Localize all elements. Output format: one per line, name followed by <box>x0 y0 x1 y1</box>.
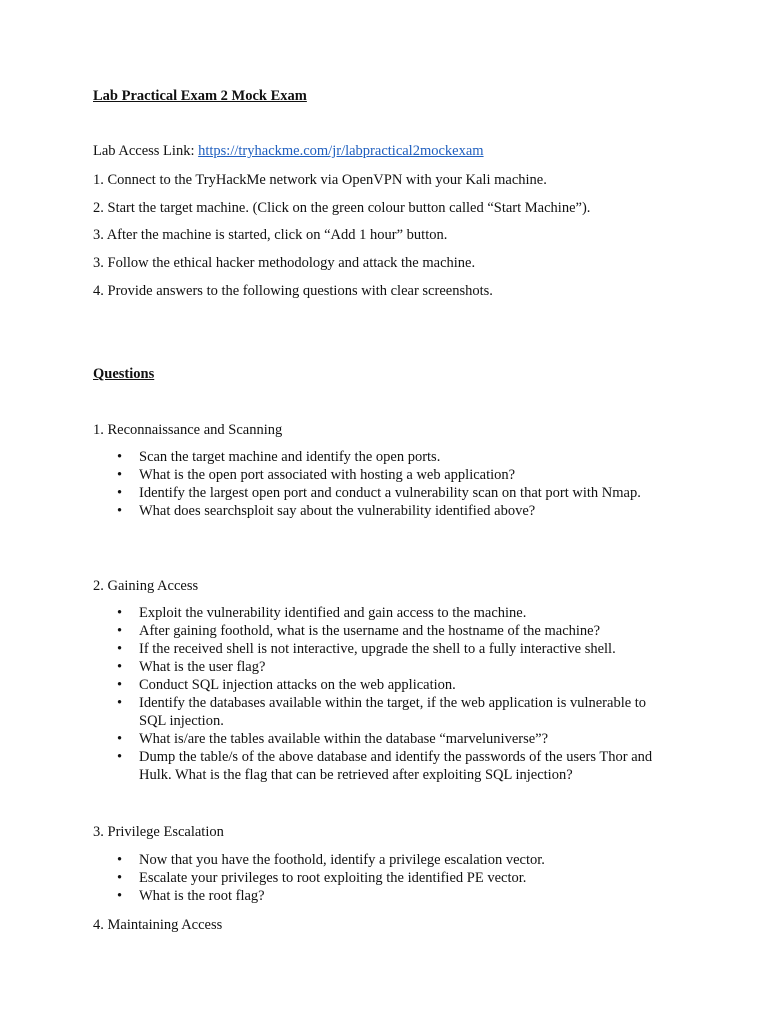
recon-question-list <box>93 448 673 520</box>
instruction-5: 4. Provide answers to the following questions with clear screenshots. <box>93 283 493 299</box>
list-item <box>93 640 673 658</box>
bullet-icon: • <box>117 731 123 747</box>
list-item <box>93 622 673 640</box>
list-item <box>93 502 673 520</box>
bullet-icon: • <box>117 677 123 693</box>
document-title: Lab Practical Exam 2 Mock Exam <box>93 88 307 104</box>
list-item-text: Scan the target machine and identify the open ports. <box>139 449 441 465</box>
section-heading-privilege-escalation: 3. Privilege Escalation <box>93 824 224 840</box>
bullet-icon: • <box>117 888 123 904</box>
bullet-icon: • <box>117 641 123 657</box>
list-item-text: Conduct SQL injection attacks on the web application. <box>139 677 456 693</box>
bullet-icon: • <box>117 467 123 483</box>
list-item-text: What does searchsploit say about the vulnerability identified above? <box>139 503 536 519</box>
bullet-icon: • <box>117 695 123 711</box>
list-item <box>93 484 673 502</box>
lab-access-label: Lab Access Link: <box>93 143 199 159</box>
instruction-1: 1. Connect to the TryHackMe network via OpenVPN with your Kali machine. <box>93 172 547 188</box>
list-item <box>93 851 673 869</box>
instruction-3: 3. After the machine is started, click on “Add 1 hour” button. <box>93 227 448 243</box>
list-item-text: What is the root flag? <box>139 888 265 904</box>
lab-access-link[interactable]: https://tryhackme.com/jr/labpractical2mockexam <box>198 143 484 159</box>
bullet-icon: • <box>117 485 123 501</box>
list-item <box>93 604 673 622</box>
list-item-text: After gaining foothold, what is the username and the hostname of the machine? <box>139 623 601 639</box>
bullet-icon: • <box>117 503 123 519</box>
list-item-text: What is the open port associated with hosting a web application? <box>139 467 516 483</box>
bullet-icon: • <box>117 749 123 765</box>
bullet-icon: • <box>117 449 123 465</box>
list-item <box>93 730 673 748</box>
list-item <box>93 466 673 484</box>
list-item-text: What is the user flag? <box>139 659 266 675</box>
privilege-escalation-question-list <box>93 851 673 905</box>
gaining-access-question-list <box>93 604 673 784</box>
list-item-text: If the received shell is not interactive, upgrade the shell to a fully interactive shell. <box>139 641 616 657</box>
section-heading-maintaining-access: 4. Maintaining Access <box>93 917 223 933</box>
bullet-icon: • <box>117 870 123 886</box>
section-heading-gaining-access: 2. Gaining Access <box>93 578 199 594</box>
list-item <box>93 448 673 466</box>
list-item <box>93 694 673 730</box>
list-item-text: Identify the databases available within the target, if the web application is vulnerable to SQL injection. <box>139 695 647 729</box>
list-item <box>93 869 673 887</box>
list-item-text: Dump the table/s of the above database and identify the passwords of the users Thor and Hulk. What is the flag that can be retrieved after exploiting SQL injection? <box>139 749 653 783</box>
list-item-text: Identify the largest open port and conduct a vulnerability scan on that port with Nmap. <box>139 485 641 501</box>
questions-heading: Questions <box>93 366 155 382</box>
list-item <box>93 887 673 905</box>
bullet-icon: • <box>117 659 123 675</box>
bullet-icon: • <box>117 852 123 868</box>
section-heading-recon: 1. Reconnaissance and Scanning <box>93 422 283 438</box>
list-item-text: What is/are the tables available within the database “marveluniverse”? <box>139 731 549 747</box>
list-item <box>93 676 673 694</box>
lab-access-line <box>93 142 484 160</box>
instruction-2: 2. Start the target machine. (Click on the green colour button called “Start Machine”). <box>93 200 591 216</box>
bullet-icon: • <box>117 605 123 621</box>
list-item-text: Now that you have the foothold, identify a privilege escalation vector. <box>139 852 545 868</box>
list-item <box>93 748 673 784</box>
instruction-4: 3. Follow the ethical hacker methodology and attack the machine. <box>93 255 476 271</box>
list-item <box>93 658 673 676</box>
list-item-text: Escalate your privileges to root exploiting the identified PE vector. <box>139 870 527 886</box>
list-item-text: Exploit the vulnerability identified and gain access to the machine. <box>139 605 527 621</box>
bullet-icon: • <box>117 623 123 639</box>
